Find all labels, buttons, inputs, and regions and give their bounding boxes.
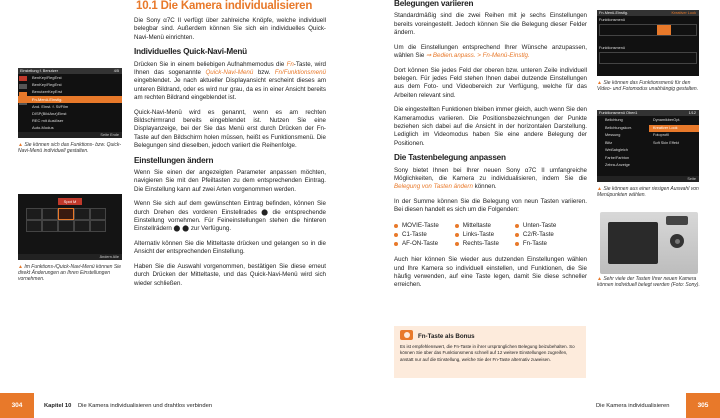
screen-page: 4/5 — [113, 69, 119, 73]
paragraph-dials: Wenn Sie sich auf dem gewünschten Eintrag befinden, können Sie durch Drehen des vorderen Einstellrades ⬤ die entsprechende Einstellung vornehmen. Für Feineinstellungen stehen die hinteren Einstellrädern ⬤ ⬤ zur Verfügung. — [134, 200, 326, 233]
screen-bottom-bar: Ändern Alle — [18, 254, 122, 260]
camera-photo — [600, 212, 698, 274]
caption-arrow-icon: ▲ — [597, 80, 604, 86]
paragraph-navigate: Wenn Sie einen der angezeigten Parameter anpassen möchten, navigieren Sie mit den Pfeiltasten zu dem entsprechenden Eintrag. Die Einstellung kann auf zwei Arten vorgenommen werden. — [134, 168, 326, 193]
key-list-col1 — [394, 221, 439, 248]
fn-cell — [74, 220, 90, 232]
paragraph-dozens: Auch hier können Sie wieder aus dutzenden Einstellungen wählen und Ihre Kamera so individuell einstellen, und Funktionen, die Sie häufig verwenden, auf eine Taste legen, damit Sie diese schneller erreichen. — [394, 256, 587, 289]
paragraph-modes: Die eingestellten Funktionen bleiben immer gleich, auch wenn Sie den Kameramodus variieren. Die Positionsbezeichnungen der Punkte beziehen sich dabei auf die Ansicht in der horizontalen Darstellung. Lediglich im Videomodus haben Sie eine andere Belegung der Positionen. — [394, 106, 587, 147]
option-category: Messung — [605, 133, 621, 137]
center-button — [675, 239, 680, 244]
caption-arrow-icon: ▲ — [597, 276, 604, 282]
caption-arrow-icon: ▲ — [18, 142, 25, 148]
screen-bottom-bar: Seite Ende — [18, 132, 122, 138]
footer-title-right: Die Kamera individualisieren — [596, 403, 670, 409]
paragraph-fields: Dort können Sie jedes Feld der oberen bzw. unteren Zeile individuell belegen. Für jedes Feld stehen Ihnen dabei dutzende Einstellungen aus dem Foto- und Videobereich zur Verfügung, welche für das Arbeiten relevant sind. — [394, 66, 587, 99]
heading-quick-navi: Individuelles Quick-Navi-Menü — [134, 47, 247, 57]
fn-cell — [58, 220, 74, 232]
key-list-item: Mitteltaste — [455, 221, 499, 230]
camera-icon — [400, 330, 413, 340]
option-value-list — [649, 117, 699, 147]
fn-row-bottom — [599, 52, 697, 64]
function-menu-screenshot — [18, 194, 122, 260]
option-category: Belichtungskorr. — [605, 125, 633, 130]
menu-list — [18, 74, 122, 132]
option-category: Weißabgleich — [605, 148, 628, 152]
caption-fn-setup: ▲ Sie können das Funktionsmenü für den Video- und Fotomodus unabhängig gestalten. — [597, 80, 699, 92]
paragraph-default: Standardmäßig sind die zwei Reihen mit je sechs Einstellungen bereits voreingestellt. Jedoch können Sie die Belegung dieser Felder ändern. — [394, 12, 587, 36]
option-value: Kreativer Look — [649, 125, 699, 133]
key-list-item: Unten-Taste — [515, 221, 556, 230]
key-list-item: MOVIE-Taste — [394, 221, 439, 230]
option-category: Zebra-Anzeige — [605, 163, 630, 167]
menu-row: BenKey/RegErst — [32, 75, 62, 80]
menu-row: REC mit Auslöser — [32, 118, 64, 124]
footer-chapter: Kapitel 10 — [44, 403, 72, 409]
fn-cell-selected — [657, 25, 671, 35]
paragraph-fn: Drücken Sie in einem beliebigen Aufnahmemodus die Fn-Taste, wird Ihnen das sogenannte Quick-Navi-Menü bzw. Fn/Funktionsmenü eingeblendet. Je nach aktueller Displayansicht erscheint dieses am unteren Bildrand, oder es wird nur grau, da es in einer Ansicht bereits am rechten Bildrand eingeblendet ist. — [134, 60, 326, 101]
right-body — [394, 0, 587, 296]
caption-arrow-icon: ▲ — [597, 186, 604, 192]
fn-cell — [74, 208, 90, 220]
fn-label-bottom: Funktionsmenü — [599, 46, 625, 50]
screen-title-bar: Fn-Menü-Einstlg. Kreativer Look — [597, 10, 699, 16]
fn-label-top: Funktionsmenü — [599, 18, 625, 22]
paragraph-confirm: Haben Sie die Auswahl vorgenommen, bestätigen Sie diese erneut durch Drücken der Mitteltaste, und das Quick-Navi-Menü wird sich wieder schließen. — [134, 263, 326, 287]
screen-bottom-bar: Seite — [597, 176, 699, 182]
option-category: Belichtung — [605, 118, 623, 122]
tip-box — [394, 326, 586, 378]
key-list-item: Links-Taste — [455, 230, 499, 239]
key-list-item: C2/R-Taste — [515, 230, 556, 239]
heading-change: Einstellungen ändern — [134, 155, 214, 165]
menu-row: And. Einst. f. St/Film — [32, 103, 69, 109]
paragraph-quick-navi: Quick-Navi-Menü wird es genannt, wenn es am rechten Bildschirmrand bereits eingeblendet ist. Nutzen Sie eine Displayanzeige, bei der Sie das Menü erst durch Drücken der Fn-Taste auf den Bildschirm holen müssen, heißt es Funktionsmenü. Die Belegungen sind dieselben, jedoch variiert die Reihenfolge. — [134, 108, 326, 149]
footer-title-left: Die Kamera individualisieren und drahtlos verbinden — [78, 403, 213, 409]
fn-menu-options-screenshot — [597, 110, 699, 182]
heading-occupy: Belegungen variieren — [394, 0, 474, 8]
page-number-left: 304 — [0, 393, 34, 418]
caption-menu: ▲ Sie können sich das Funktions- bzw. Quick-Navi-Menü individuell gestalten. — [18, 142, 122, 154]
screen-title-bar: Funktionsmenü Oben1 1/12 — [597, 110, 699, 116]
caption-options: ▲ Sie können aus einer riesigen Auswahl von Menüpunkten wählen. — [597, 186, 699, 198]
menu-row: BenutzerKeyErst — [32, 89, 63, 95]
option-category: Blitz — [605, 140, 613, 145]
caption-camera: ▲ Sehr viele der Tasten Ihrer neuen Kamera können individuell belegt werden (Foto: Sony). — [597, 276, 700, 288]
option-category: Farbe/Farbton — [605, 155, 630, 160]
screen-title: Einstellung f. Benutzer — [20, 69, 58, 73]
heading-keys: Die Tastenbelegung anpassen — [394, 153, 506, 163]
paragraph-nine-keys: In der Summe können Sie die Belegung von neun Tasten variieren. Bei diesen handelt es sich um die Folgenden: — [394, 198, 587, 214]
camera-dial — [666, 216, 688, 225]
fn-cell — [26, 208, 42, 220]
key-list-item: AF-ON-Taste — [394, 239, 439, 248]
page-number-right: 305 — [686, 393, 720, 418]
fn-cell — [90, 208, 106, 220]
menu-row: BenKey/RegErst — [32, 82, 62, 88]
fn-cell — [42, 208, 58, 220]
fn-menu-setup-screenshot — [597, 10, 699, 76]
menu-row: DISP(BildAnz)Einst — [32, 110, 67, 116]
paragraph-center: Alternativ können Sie die Mitteltaste drücken und gelangen so in die Ansicht der entsprechenden Einstellung. — [134, 240, 326, 256]
right-page — [360, 0, 720, 418]
option-value: DynamikberOpt. — [653, 118, 681, 122]
spot-metering-label: Spot M — [58, 198, 82, 205]
chapter-heading: 10.1 Die Kamera individualisieren — [136, 0, 313, 12]
key-list-col2 — [455, 221, 499, 248]
paragraph-sony: Sony bietet Ihnen bei Ihrer neuen Sony α7C II umfangreiche Möglichkeiten, die Kamera zu individualisieren, indem Sie die Belegung von Tasten ändern können. — [394, 166, 587, 191]
option-category-list — [597, 117, 649, 170]
tip-text: Es ist empfehlenswert, die Fn-Taste in ihrer ursprünglichen Belegung beizubehalten. So können Sie über das Funktionsmenü schnell auf 12 weitere Einstellungen zugreifen, anstatt nur auf die Einstellung, welche Sie der Fn-Taste alternativ zuweisen. — [400, 344, 575, 362]
intro-paragraph: Die Sony α7C II verfügt über zahlreiche Knöpfe, welche individuell belegbar sind. Außerdem können Sie sich ein individuelles Quick-Navi-Menü einrichten. — [134, 17, 326, 41]
key-list-item: Fn-Taste — [515, 239, 556, 248]
camera-display — [608, 222, 658, 264]
fn-cell — [90, 220, 106, 232]
menu-row: Auto-Modus — [32, 125, 54, 131]
fn-cell — [42, 220, 58, 232]
tip-title: Fn-Taste als Bonus — [418, 333, 475, 340]
camera-menu-screenshot — [18, 68, 122, 138]
option-value: Fotoprofil — [653, 133, 669, 137]
key-list-col3 — [515, 221, 556, 248]
paragraph-menu-path: Um die Einstellungen entsprechend Ihrer Wünsche anzupassen, wählen Sie ⇒ Bedien.anpass. > Fn-Menü-Einstlg. — [394, 43, 587, 59]
key-list-item: C1-Taste — [394, 230, 439, 239]
option-value: Soft Skin Effekt — [653, 140, 679, 145]
fn-cell-selected — [58, 208, 74, 220]
fn-row-top — [599, 24, 697, 36]
caption-fn-menu: ▲ Im Funktions-/Quick-Navi-Menü können Sie direkt Änderungen an Ihren Einstellungen vornehmen. — [18, 264, 122, 282]
key-list-item: Rechts-Taste — [455, 239, 499, 248]
fn-cell — [26, 220, 42, 232]
menu-row: Fn-Menü-Einstlg. — [18, 96, 122, 103]
left-body — [134, 17, 326, 295]
key-list — [394, 221, 587, 248]
caption-arrow-icon: ▲ — [18, 264, 25, 270]
